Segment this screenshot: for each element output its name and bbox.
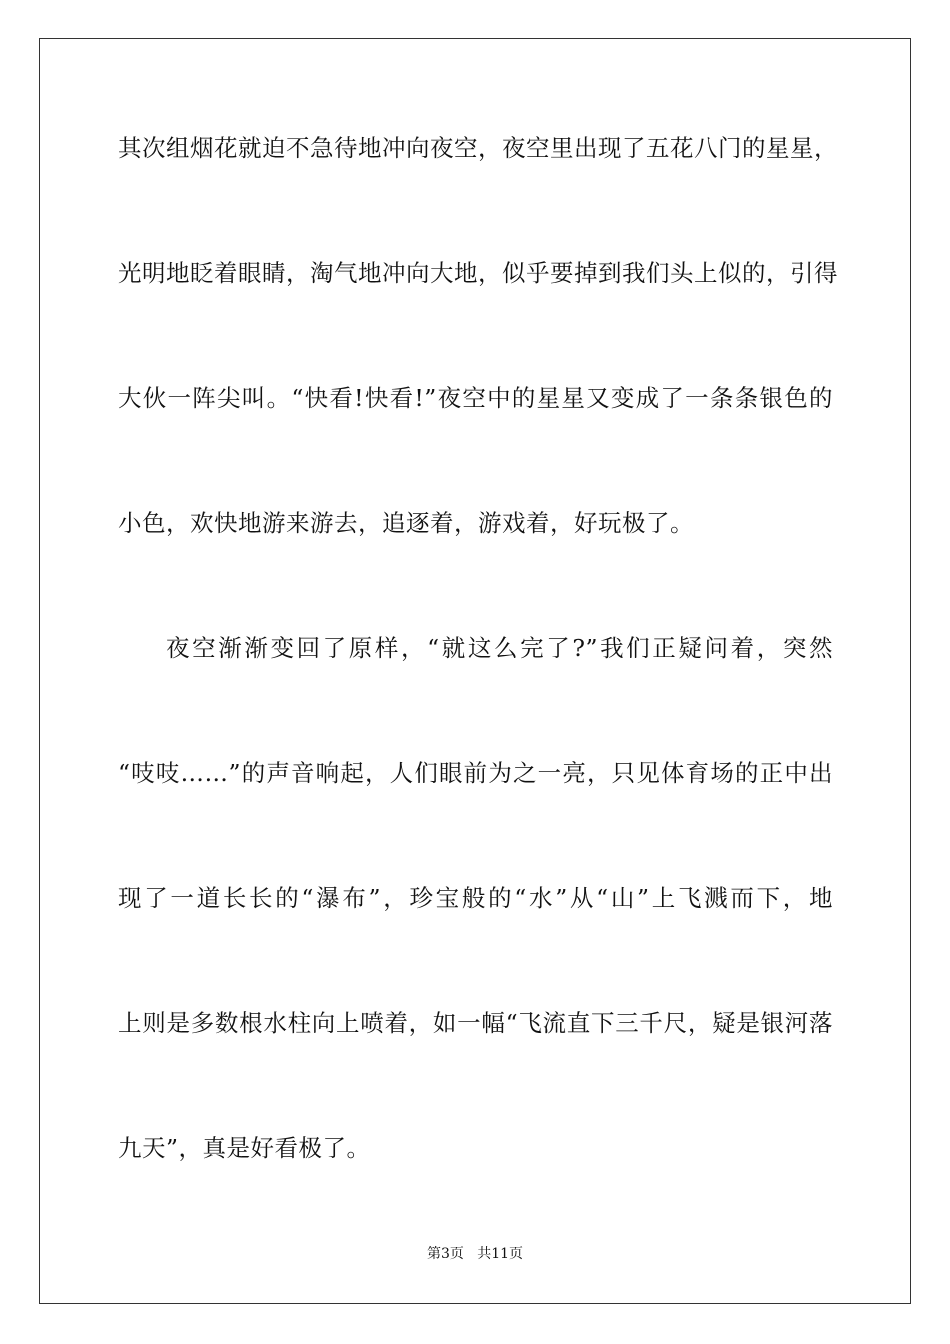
text-line: 九天”，真是好看极了。 xyxy=(118,1134,371,1162)
page-border xyxy=(39,38,911,1304)
text-line: 光明地眨着眼睛，淘气地冲向大地，似乎要掉到我们头上似的，引得 xyxy=(118,259,838,287)
text-line: 现了一道长长的“瀑布”，珍宝般的“水”从“山”上飞溅而下，地 xyxy=(118,884,833,912)
text-line-paragraph-start: 夜空渐渐变回了原样，“就这么完了?”我们正疑问着，突然 xyxy=(166,634,833,662)
text-line: “吱吱……”的声音响起，人们眼前为之一亮，只见体育场的正中出 xyxy=(118,759,833,787)
text-line: 其次组烟花就迫不急待地冲向夜空，夜空里出现了五花八门的星星， xyxy=(118,134,838,162)
page-number-footer: 第3页 共11页 xyxy=(426,1246,524,1262)
text-line: 小色，欢快地游来游去，追逐着，游戏着，好玩极了。 xyxy=(118,509,694,537)
text-line: 上则是多数根水柱向上喷着，如一幅“飞流直下三千尺，疑是银河落 xyxy=(118,1009,833,1037)
text-line: 大伙一阵尖叫。“快看!快看!”夜空中的星星又变成了一条条银色的 xyxy=(118,384,833,412)
